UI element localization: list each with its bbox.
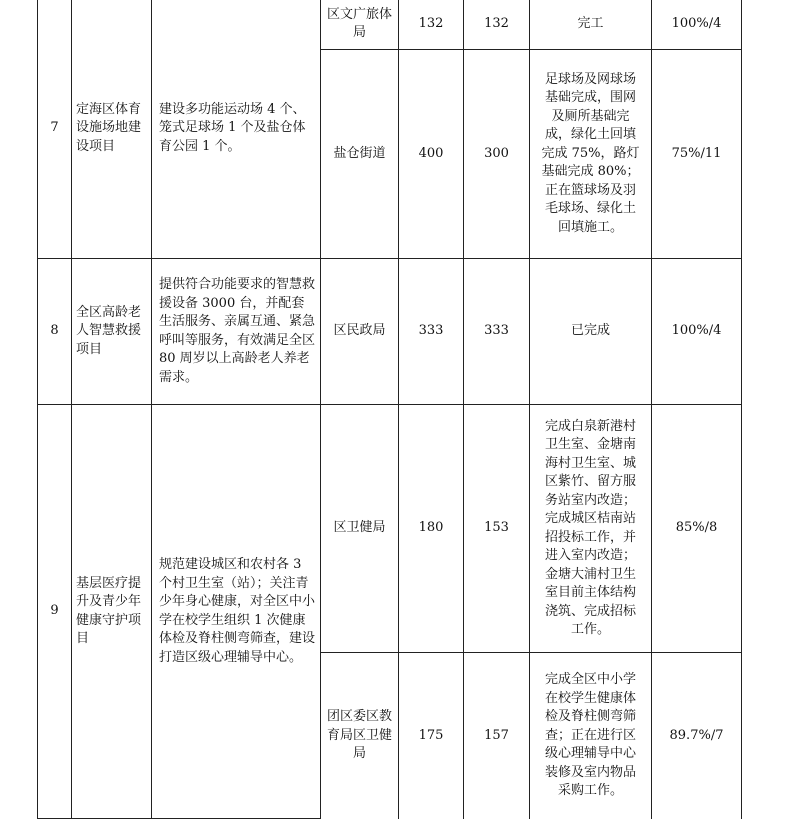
responsible-unit: 盐仓街道	[321, 50, 399, 259]
progress-description: 足球场及网球场基础完成，围网及厕所基础完成，绿化土回填完成 75%，路灯基础完成 80%；正在篮球场及羽毛球场、绿化土回填施工。	[530, 50, 652, 259]
progress-description: 完成全区中小学在校学生健康体检及脊柱侧弯筛查；正在进行区级心理辅导中心装修及室内物品采购工作。	[530, 653, 652, 819]
completion-rate: 89.7%/7	[652, 653, 742, 819]
responsible-unit: 团区委区教育局区卫健局	[321, 653, 399, 819]
project-progress-table	[37, 0, 742, 819]
table-row	[38, 259, 742, 405]
row-number: 9	[38, 405, 72, 819]
responsible-unit: 区卫健局	[321, 405, 399, 653]
completed-investment: 157	[464, 653, 530, 819]
planned-investment: 132	[399, 0, 464, 50]
table-row	[38, 405, 742, 653]
responsible-unit: 区民政局	[321, 259, 399, 405]
project-name: 定海区体育设施场地建设项目	[72, 0, 152, 259]
project-content: 提供符合功能要求的智慧救援设备 3000 台，并配套生活服务、亲属互通、紧急呼叫等服务，有效满足全区 80 周岁以上高龄老人养老需求。	[152, 259, 321, 405]
project-content: 建设多功能运动场 4 个、笼式足球场 1 个及盐仓体育公园 1 个。	[152, 0, 321, 259]
row-number: 8	[38, 259, 72, 405]
completed-investment: 333	[464, 259, 530, 405]
completed-investment: 132	[464, 0, 530, 50]
project-name: 基层医疗提升及青少年健康守护项目	[72, 405, 152, 819]
project-name: 全区高龄老人智慧救援项目	[72, 259, 152, 405]
project-content: 规范建设城区和农村各 3 个村卫生室（站）；关注青少年身心健康，对全区中小学在校学生组织 1 次健康体检及脊柱侧弯筛查，建设打造区级心理辅导中心。	[152, 405, 321, 819]
progress-description: 完成白泉新港村卫生室、金塘南海村卫生室、城区紫竹、留方服务站室内改造；完成城区桔南站招投标工作，并进入室内改造；金塘大浦村卫生室目前主体结构浇筑、完成招标工作。	[530, 405, 652, 653]
completed-investment: 300	[464, 50, 530, 259]
completion-rate: 100%/4	[652, 0, 742, 50]
completion-rate: 100%/4	[652, 259, 742, 405]
completion-rate: 85%/8	[652, 405, 742, 653]
planned-investment: 333	[399, 259, 464, 405]
planned-investment: 400	[399, 50, 464, 259]
table-row	[38, 0, 742, 50]
completed-investment: 153	[464, 405, 530, 653]
responsible-unit: 区文广旅体局	[321, 0, 399, 50]
progress-description: 完工	[530, 0, 652, 50]
planned-investment: 180	[399, 405, 464, 653]
planned-investment: 175	[399, 653, 464, 819]
row-number: 7	[38, 0, 72, 259]
progress-description: 已完成	[530, 259, 652, 405]
completion-rate: 75%/11	[652, 50, 742, 259]
